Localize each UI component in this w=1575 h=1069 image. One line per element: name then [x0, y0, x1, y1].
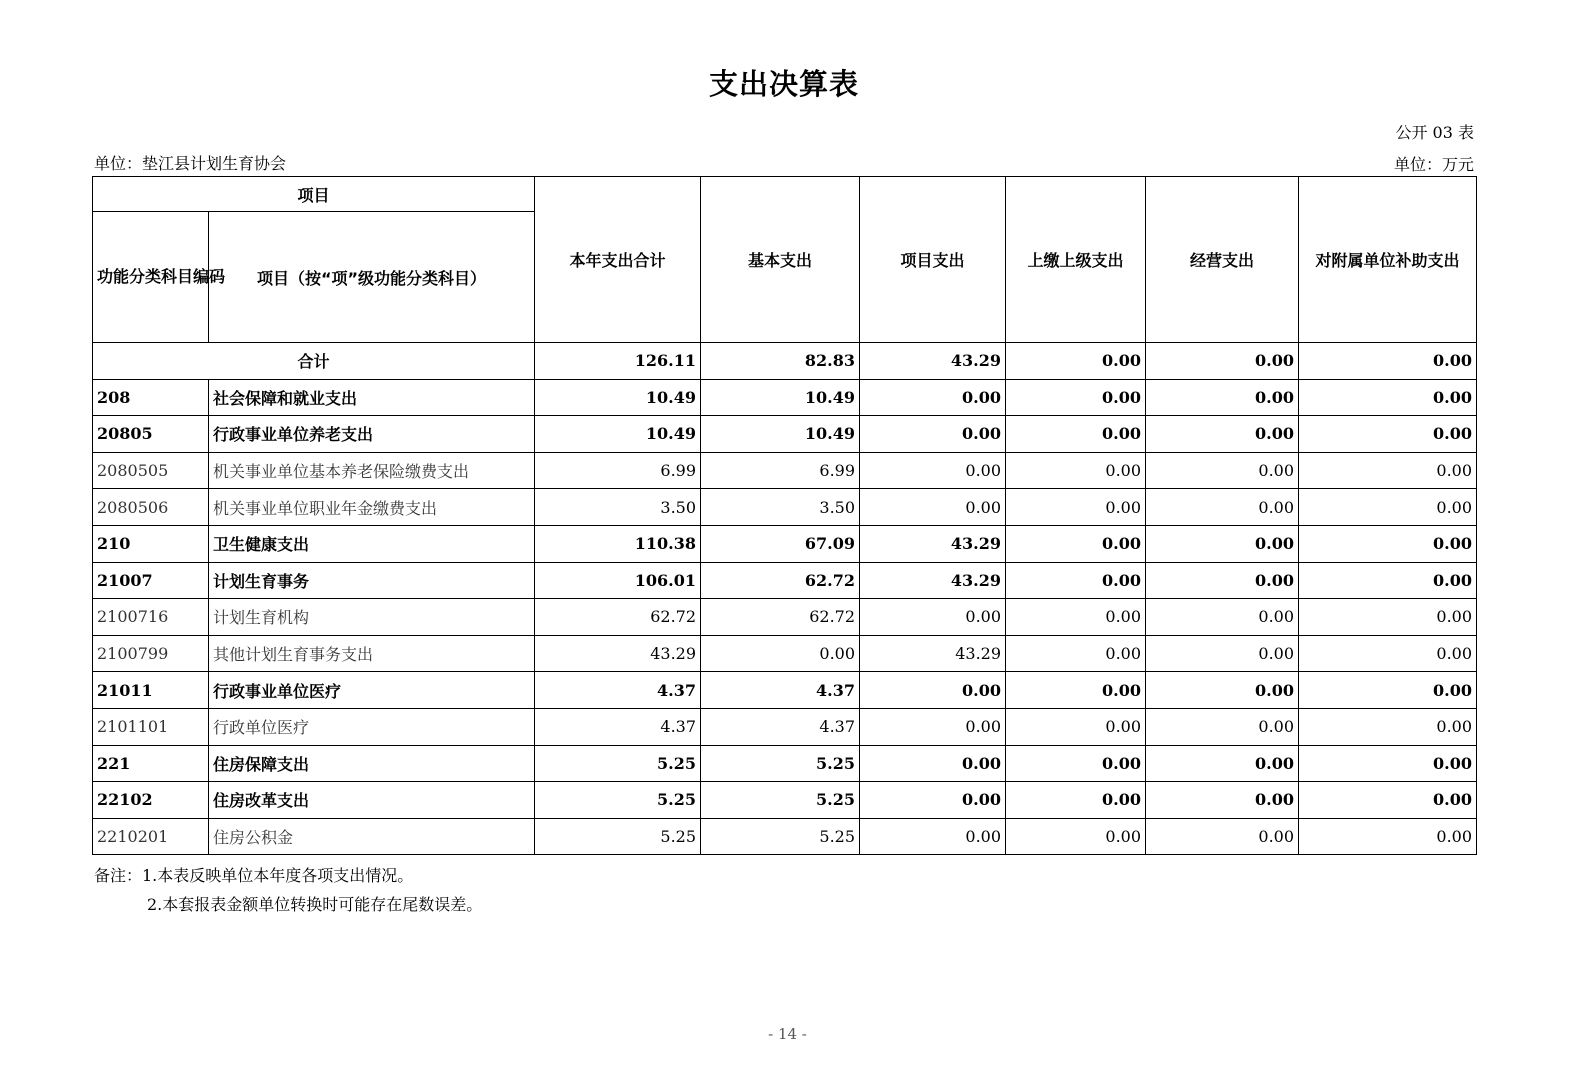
row-value: 0.00 [860, 782, 1006, 819]
row-code: 221 [93, 745, 209, 782]
total-value: 43.29 [860, 343, 1006, 380]
total-value: 126.11 [535, 343, 701, 380]
table-row [93, 489, 1477, 526]
row-code: 2210201 [93, 818, 209, 855]
row-value: 3.50 [535, 489, 701, 526]
header-project-expenditure: 项目支出 [860, 177, 1006, 343]
notes [94, 861, 482, 919]
row-code: 2101101 [93, 708, 209, 745]
row-value: 43.29 [860, 635, 1006, 672]
row-value: 0.00 [1006, 708, 1146, 745]
row-value: 5.25 [535, 818, 701, 855]
row-code: 22102 [93, 782, 209, 819]
note-line-2: 2.本套报表金额单位转换时可能存在尾数误差。 [147, 895, 483, 914]
row-value: 0.00 [1006, 416, 1146, 453]
row-value: 0.00 [1146, 562, 1299, 599]
table-row [93, 416, 1477, 453]
row-value: 0.00 [860, 708, 1006, 745]
header-name: 项目（按“项”级功能分类科目） [209, 212, 535, 343]
row-value: 0.00 [860, 452, 1006, 489]
row-name: 其他计划生育事务支出 [209, 635, 535, 672]
header-project: 项目 [93, 177, 535, 212]
row-value: 0.00 [860, 745, 1006, 782]
row-value: 0.00 [1299, 452, 1477, 489]
row-name: 行政事业单位养老支出 [209, 416, 535, 453]
row-code: 21007 [93, 562, 209, 599]
row-value: 0.00 [1299, 672, 1477, 709]
row-value: 4.37 [535, 672, 701, 709]
row-value: 43.29 [860, 525, 1006, 562]
row-value: 0.00 [1299, 782, 1477, 819]
row-name: 住房改革支出 [209, 782, 535, 819]
table-row [93, 635, 1477, 672]
row-name: 卫生健康支出 [209, 525, 535, 562]
note-line-1: 备注：1.本表反映单位本年度各项支出情况。 [94, 866, 414, 885]
row-value: 67.09 [701, 525, 860, 562]
row-code: 210 [93, 525, 209, 562]
row-value: 0.00 [1006, 672, 1146, 709]
row-value: 10.49 [535, 379, 701, 416]
header-subsidy: 对附属单位补助支出 [1299, 177, 1477, 343]
table-row [93, 599, 1477, 636]
table-row [93, 562, 1477, 599]
row-name: 行政单位医疗 [209, 708, 535, 745]
header-basic: 基本支出 [701, 177, 860, 343]
row-value: 0.00 [1299, 562, 1477, 599]
row-value: 5.25 [535, 745, 701, 782]
row-value: 5.25 [701, 782, 860, 819]
total-value: 0.00 [1299, 343, 1477, 380]
row-value: 0.00 [860, 672, 1006, 709]
header-code: 功能分类科目编码 [93, 212, 209, 343]
row-value: 0.00 [1006, 818, 1146, 855]
table-row [93, 452, 1477, 489]
row-value: 0.00 [1006, 452, 1146, 489]
row-code: 20805 [93, 416, 209, 453]
row-value: 0.00 [1146, 782, 1299, 819]
row-value: 0.00 [1299, 599, 1477, 636]
row-value: 4.37 [535, 708, 701, 745]
row-value: 0.00 [1006, 489, 1146, 526]
row-value: 0.00 [1299, 818, 1477, 855]
row-value: 0.00 [1006, 525, 1146, 562]
row-code: 2080505 [93, 452, 209, 489]
row-value: 3.50 [701, 489, 860, 526]
row-value: 5.25 [701, 745, 860, 782]
row-value: 0.00 [1299, 489, 1477, 526]
row-value: 0.00 [701, 635, 860, 672]
row-value: 0.00 [1146, 599, 1299, 636]
row-name: 计划生育机构 [209, 599, 535, 636]
row-value: 0.00 [1146, 452, 1299, 489]
row-value: 62.72 [701, 599, 860, 636]
row-value: 0.00 [1299, 635, 1477, 672]
row-name: 住房保障支出 [209, 745, 535, 782]
row-code: 208 [93, 379, 209, 416]
row-name: 计划生育事务 [209, 562, 535, 599]
form-number: 公开 03 表 [1395, 123, 1474, 142]
row-value: 0.00 [1146, 708, 1299, 745]
header-total: 本年支出合计 [535, 177, 701, 343]
row-code: 21011 [93, 672, 209, 709]
table-row [93, 708, 1477, 745]
row-value: 0.00 [1146, 672, 1299, 709]
row-name: 住房公积金 [209, 818, 535, 855]
row-value: 10.49 [535, 416, 701, 453]
row-value: 110.38 [535, 525, 701, 562]
row-value: 0.00 [1299, 525, 1477, 562]
row-name: 机关事业单位基本养老保险缴费支出 [209, 452, 535, 489]
row-value: 0.00 [860, 599, 1006, 636]
row-value: 6.99 [535, 452, 701, 489]
row-value: 0.00 [1006, 379, 1146, 416]
row-code: 2100716 [93, 599, 209, 636]
row-value: 0.00 [1146, 489, 1299, 526]
expenditure-table [92, 176, 1477, 855]
row-value: 0.00 [860, 379, 1006, 416]
row-name: 行政事业单位医疗 [209, 672, 535, 709]
row-value: 0.00 [1006, 782, 1146, 819]
row-value: 0.00 [1006, 635, 1146, 672]
header-upper-payment: 上缴上级支出 [1006, 177, 1146, 343]
table-row [93, 525, 1477, 562]
row-value: 106.01 [535, 562, 701, 599]
row-code: 2080506 [93, 489, 209, 526]
row-value: 0.00 [1299, 379, 1477, 416]
total-value: 82.83 [701, 343, 860, 380]
row-value: 62.72 [535, 599, 701, 636]
row-value: 5.25 [701, 818, 860, 855]
row-name: 机关事业单位职业年金缴费支出 [209, 489, 535, 526]
page-number: - 14 - [768, 1025, 807, 1043]
row-value: 0.00 [1146, 416, 1299, 453]
header-business: 经营支出 [1146, 177, 1299, 343]
row-value: 0.00 [860, 818, 1006, 855]
table-row [93, 818, 1477, 855]
row-value: 0.00 [860, 416, 1006, 453]
unit-organization: 单位：垫江县计划生育协会 [94, 154, 287, 173]
total-value: 0.00 [1146, 343, 1299, 380]
row-value: 4.37 [701, 672, 860, 709]
row-value: 4.37 [701, 708, 860, 745]
row-value: 0.00 [1146, 525, 1299, 562]
row-value: 5.25 [535, 782, 701, 819]
row-value: 0.00 [1299, 745, 1477, 782]
row-value: 43.29 [860, 562, 1006, 599]
row-value: 0.00 [860, 489, 1006, 526]
table-row [93, 745, 1477, 782]
unit-currency: 单位：万元 [1393, 155, 1474, 174]
row-value: 0.00 [1146, 745, 1299, 782]
total-label: 合计 [93, 343, 535, 380]
row-code: 2100799 [93, 635, 209, 672]
table-row [93, 782, 1477, 819]
row-value: 0.00 [1146, 379, 1299, 416]
row-value: 0.00 [1299, 416, 1477, 453]
row-name: 社会保障和就业支出 [209, 379, 535, 416]
row-value: 0.00 [1299, 708, 1477, 745]
row-value: 43.29 [535, 635, 701, 672]
row-value: 10.49 [701, 416, 860, 453]
total-value: 0.00 [1006, 343, 1146, 380]
row-value: 0.00 [1146, 635, 1299, 672]
row-value: 0.00 [1006, 599, 1146, 636]
row-value: 10.49 [701, 379, 860, 416]
total-row [93, 343, 1477, 380]
table-row [93, 379, 1477, 416]
table-row [93, 672, 1477, 709]
row-value: 0.00 [1006, 562, 1146, 599]
row-value: 62.72 [701, 562, 860, 599]
page-title: 支出决算表 [708, 67, 859, 101]
row-value: 0.00 [1006, 745, 1146, 782]
row-value: 0.00 [1146, 818, 1299, 855]
row-value: 6.99 [701, 452, 860, 489]
